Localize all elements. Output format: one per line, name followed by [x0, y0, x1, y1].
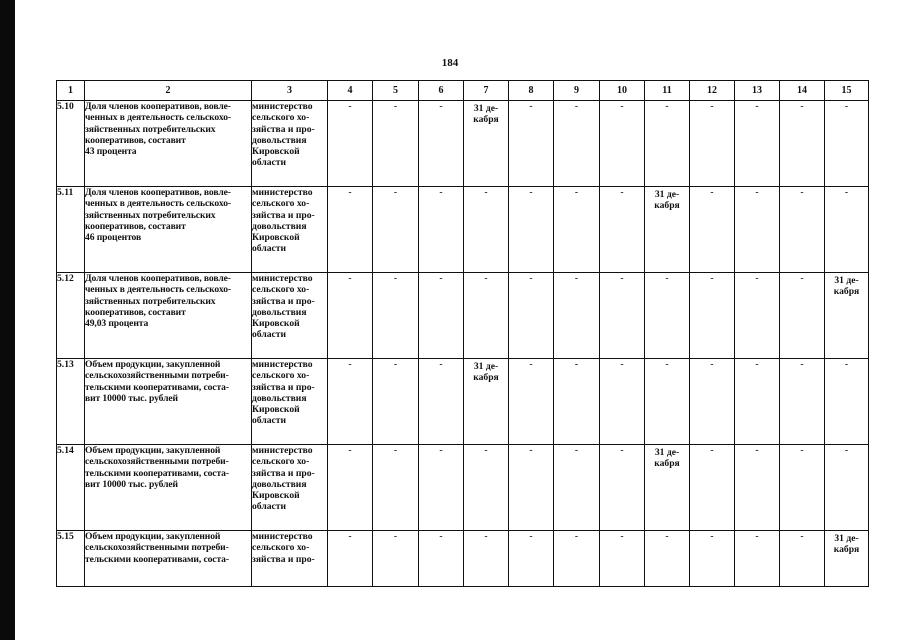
empty-mark-cell: [328, 359, 373, 445]
row-number: 5.10: [57, 101, 85, 187]
empty-mark-cell: [509, 359, 554, 445]
column-header: 9: [554, 81, 600, 101]
dash-mark: -: [620, 531, 624, 542]
organization-line: области: [252, 157, 287, 169]
organization-line: довольствия: [252, 478, 307, 490]
row-number: 5.11: [57, 187, 85, 273]
empty-mark-cell: [554, 101, 600, 187]
dash-mark: -: [393, 359, 398, 370]
description-line: 49,03 процента: [85, 318, 149, 330]
column-header: 2: [85, 81, 252, 101]
dash-mark: -: [574, 101, 579, 112]
dash-mark: -: [529, 531, 533, 542]
empty-mark-cell: [780, 359, 825, 445]
organization-line: области: [252, 329, 287, 341]
organization-line: зяйства и про-: [252, 467, 315, 479]
description-line: зяйственных потребительских: [85, 295, 216, 307]
empty-mark-cell: [780, 531, 825, 587]
empty-mark-cell: [509, 101, 554, 187]
dash-mark: -: [710, 445, 714, 456]
column-header: 8: [509, 81, 554, 101]
empty-mark-cell: [554, 273, 600, 359]
empty-mark-cell: [825, 359, 869, 445]
dash-mark: -: [439, 101, 443, 112]
column-header: 1: [57, 81, 85, 101]
dash-mark: -: [800, 531, 804, 542]
organization-line: министерство: [252, 273, 313, 284]
responsible-organization: [252, 187, 328, 273]
dash-mark: -: [710, 273, 714, 284]
organization-line: области: [252, 243, 287, 255]
description-line: Доля членов кооперативов, вовле-: [85, 273, 231, 284]
description-line: кооперативов, составит: [85, 306, 186, 318]
organization-line: министерство: [252, 101, 313, 112]
column-header: 13: [735, 81, 780, 101]
empty-mark-cell: [373, 531, 419, 587]
description-line: зяйственных потребительских: [85, 209, 216, 221]
empty-mark-cell: [373, 187, 419, 273]
dash-mark: -: [574, 187, 579, 198]
dash-mark: -: [484, 445, 488, 456]
organization-line: Кировской: [252, 404, 300, 416]
dash-mark: -: [755, 531, 759, 542]
description-line: тельскими кооперативами, соста-: [85, 467, 229, 479]
deadline-cell: [464, 359, 509, 445]
dash-mark: -: [710, 187, 714, 198]
empty-mark-cell: [419, 531, 464, 587]
measure-description: [85, 187, 252, 273]
row-number: 5.14: [57, 445, 85, 531]
dash-mark: -: [800, 101, 804, 112]
column-header: 5: [373, 81, 419, 101]
measures-table: [56, 80, 869, 587]
description-line: ченных в деятельность сельскохо-: [85, 112, 232, 124]
description-line: Объем продукции, закупленной: [85, 531, 221, 542]
dash-mark: -: [755, 101, 759, 112]
deadline-line: 31 де-: [473, 103, 499, 114]
description-line: ченных в деятельность сельскохо-: [85, 198, 232, 210]
dash-mark: -: [755, 187, 759, 198]
description-line: ченных в деятельность сельскохо-: [85, 284, 232, 296]
empty-mark-cell: [645, 273, 690, 359]
deadline-line: кабря: [473, 372, 499, 384]
dash-mark: -: [620, 187, 624, 198]
empty-mark-cell: [780, 187, 825, 273]
empty-mark-cell: [464, 445, 509, 531]
organization-line: министерство: [252, 359, 313, 370]
description-line: кооперативов, составит: [85, 220, 186, 232]
empty-mark-cell: [419, 445, 464, 531]
dash-mark: -: [529, 187, 533, 198]
dash-mark: -: [393, 101, 398, 112]
measure-description: [85, 101, 252, 187]
description-line: Доля членов кооперативов, вовле-: [85, 187, 231, 198]
description-line: Объем продукции, закупленной: [85, 359, 221, 370]
organization-line: области: [252, 501, 287, 513]
deadline-line: 31 де-: [654, 189, 680, 200]
deadline-line: кабря: [833, 286, 860, 298]
empty-mark-cell: [554, 531, 600, 587]
empty-mark-cell: [690, 187, 735, 273]
organization-line: Кировской: [252, 146, 300, 158]
empty-mark-cell: [600, 531, 645, 587]
column-header: 7: [464, 81, 509, 101]
dash-mark: -: [710, 531, 714, 542]
empty-mark-cell: [690, 445, 735, 531]
empty-mark-cell: [419, 187, 464, 273]
empty-mark-cell: [373, 445, 419, 531]
empty-mark-cell: [690, 531, 735, 587]
table-row: [57, 359, 869, 445]
table-row: [57, 531, 869, 587]
row-number: 5.12: [57, 273, 85, 359]
organization-line: довольствия: [252, 306, 307, 318]
organization-line: сельского хо-: [252, 370, 310, 382]
organization-line: зяйства и про-: [252, 123, 315, 135]
dash-mark: -: [439, 187, 443, 198]
empty-mark-cell: [373, 273, 419, 359]
deadline-cell: [464, 101, 509, 187]
deadline-line: кабря: [654, 458, 680, 470]
empty-mark-cell: [690, 101, 735, 187]
dash-mark: -: [620, 101, 624, 112]
dash-mark: -: [800, 187, 804, 198]
empty-mark-cell: [328, 187, 373, 273]
description-line: Доля членов кооперативов, вовле-: [85, 101, 231, 112]
dash-mark: -: [710, 359, 714, 370]
column-header: 3: [252, 81, 328, 101]
dash-mark: -: [393, 445, 398, 456]
empty-mark-cell: [464, 273, 509, 359]
empty-mark-cell: [645, 101, 690, 187]
organization-line: Кировской: [252, 232, 300, 244]
dash-mark: -: [665, 531, 669, 542]
dash-mark: -: [348, 445, 352, 456]
responsible-organization: [252, 359, 328, 445]
table-row: [57, 187, 869, 273]
dash-mark: -: [529, 359, 533, 370]
table-row: [57, 273, 869, 359]
empty-mark-cell: [554, 187, 600, 273]
deadline-line: 31 де-: [834, 533, 859, 544]
empty-mark-cell: [328, 445, 373, 531]
empty-mark-cell: [735, 445, 780, 531]
deadline-line: 31 де-: [473, 361, 499, 372]
deadline-line: кабря: [833, 544, 860, 556]
dash-mark: -: [529, 101, 533, 112]
dash-mark: -: [393, 531, 398, 542]
measure-description: [85, 359, 252, 445]
column-header: 14: [780, 81, 825, 101]
empty-mark-cell: [509, 445, 554, 531]
column-header: 10: [600, 81, 645, 101]
organization-line: довольствия: [252, 220, 307, 232]
deadline-line: кабря: [654, 200, 680, 212]
empty-mark-cell: [735, 101, 780, 187]
empty-mark-cell: [509, 531, 554, 587]
description-line: тельскими кооперативами, соста-: [85, 553, 229, 565]
table-body: [57, 101, 869, 587]
dash-mark: -: [484, 531, 488, 542]
responsible-organization: [252, 273, 328, 359]
dash-mark: -: [844, 359, 849, 370]
deadline-line: 31 де-: [834, 275, 859, 286]
table-row: [57, 101, 869, 187]
dash-mark: -: [574, 359, 579, 370]
empty-mark-cell: [464, 187, 509, 273]
empty-mark-cell: [600, 101, 645, 187]
organization-line: зяйства и про-: [252, 295, 315, 307]
deadline-line: кабря: [473, 114, 499, 126]
dash-mark: -: [484, 187, 488, 198]
empty-mark-cell: [735, 273, 780, 359]
organization-line: сельского хо-: [252, 456, 310, 468]
organization-line: зяйства и про-: [252, 381, 315, 393]
dash-mark: -: [800, 445, 804, 456]
empty-mark-cell: [600, 359, 645, 445]
scan-border: [0, 0, 15, 640]
organization-line: сельского хо-: [252, 542, 310, 554]
empty-mark-cell: [328, 101, 373, 187]
empty-mark-cell: [373, 359, 419, 445]
organization-line: области: [252, 415, 287, 427]
dash-mark: -: [439, 445, 443, 456]
description-line: вит 10000 тыс. рублей: [85, 478, 178, 490]
deadline-cell: [825, 273, 869, 359]
column-header: 4: [328, 81, 373, 101]
deadline-cell: [645, 445, 690, 531]
empty-mark-cell: [419, 101, 464, 187]
organization-line: Кировской: [252, 318, 300, 330]
dash-mark: -: [620, 273, 624, 284]
empty-mark-cell: [554, 359, 600, 445]
empty-mark-cell: [600, 445, 645, 531]
empty-mark-cell: [780, 445, 825, 531]
dash-mark: -: [710, 101, 714, 112]
dash-mark: -: [844, 445, 849, 456]
column-header: 15: [825, 81, 869, 101]
organization-line: министерство: [252, 445, 313, 456]
empty-mark-cell: [780, 273, 825, 359]
dash-mark: -: [484, 273, 488, 284]
empty-mark-cell: [419, 359, 464, 445]
deadline-cell: [825, 531, 869, 587]
responsible-organization: [252, 531, 328, 587]
dash-mark: -: [574, 531, 579, 542]
dash-mark: -: [348, 531, 352, 542]
empty-mark-cell: [554, 445, 600, 531]
empty-mark-cell: [645, 359, 690, 445]
organization-line: Кировской: [252, 490, 300, 502]
dash-mark: -: [800, 273, 804, 284]
dash-mark: -: [755, 273, 759, 284]
description-line: сельскохозяйственными потреби-: [85, 456, 229, 468]
dash-mark: -: [665, 359, 669, 370]
organization-line: довольствия: [252, 392, 307, 404]
responsible-organization: [252, 445, 328, 531]
dash-mark: -: [393, 187, 398, 198]
empty-mark-cell: [645, 531, 690, 587]
organization-line: довольствия: [252, 134, 307, 146]
description-line: вит 10000 тыс. рублей: [85, 392, 178, 404]
empty-mark-cell: [825, 101, 869, 187]
organization-line: зяйства и про-: [252, 553, 315, 565]
dash-mark: -: [348, 359, 352, 370]
empty-mark-cell: [509, 187, 554, 273]
empty-mark-cell: [328, 531, 373, 587]
deadline-cell: [645, 187, 690, 273]
column-header: 6: [419, 81, 464, 101]
empty-mark-cell: [509, 273, 554, 359]
organization-line: министерство: [252, 531, 313, 542]
header-row: [57, 81, 869, 101]
measure-description: [85, 273, 252, 359]
empty-mark-cell: [328, 273, 373, 359]
description-line: кооперативов, составит: [85, 134, 186, 146]
row-number: 5.15: [57, 531, 85, 587]
description-line: 46 процентов: [85, 232, 142, 244]
responsible-organization: [252, 101, 328, 187]
empty-mark-cell: [600, 187, 645, 273]
measure-description: [85, 531, 252, 587]
dash-mark: -: [620, 445, 624, 456]
dash-mark: -: [620, 359, 624, 370]
dash-mark: -: [348, 101, 352, 112]
description-line: Объем продукции, закупленной: [85, 445, 221, 456]
description-line: сельскохозяйственными потреби-: [85, 542, 229, 554]
empty-mark-cell: [600, 273, 645, 359]
empty-mark-cell: [419, 273, 464, 359]
description-line: зяйственных потребительских: [85, 123, 216, 135]
empty-mark-cell: [690, 273, 735, 359]
dash-mark: -: [574, 273, 579, 284]
dash-mark: -: [439, 273, 443, 284]
column-header: 12: [690, 81, 735, 101]
dash-mark: -: [755, 359, 759, 370]
dash-mark: -: [439, 359, 443, 370]
empty-mark-cell: [373, 101, 419, 187]
description-line: тельскими кооперативами, соста-: [85, 381, 229, 393]
dash-mark: -: [574, 445, 579, 456]
dash-mark: -: [755, 445, 759, 456]
empty-mark-cell: [825, 445, 869, 531]
table-row: [57, 445, 869, 531]
dash-mark: -: [348, 273, 352, 284]
dash-mark: -: [844, 187, 849, 198]
empty-mark-cell: [735, 531, 780, 587]
dash-mark: -: [439, 531, 443, 542]
empty-mark-cell: [780, 101, 825, 187]
page-number: 184: [441, 57, 459, 69]
organization-line: сельского хо-: [252, 112, 310, 124]
organization-line: сельского хо-: [252, 198, 310, 210]
description-line: 43 процента: [85, 146, 137, 158]
organization-line: сельского хо-: [252, 284, 310, 296]
dash-mark: -: [529, 273, 533, 284]
measure-description: [85, 445, 252, 531]
description-line: сельскохозяйственными потреби-: [85, 370, 229, 382]
column-header: 11: [645, 81, 690, 101]
organization-line: зяйства и про-: [252, 209, 315, 221]
empty-mark-cell: [825, 187, 869, 273]
dash-mark: -: [348, 187, 352, 198]
empty-mark-cell: [735, 187, 780, 273]
deadline-line: 31 де-: [654, 447, 680, 458]
dash-mark: -: [529, 445, 533, 456]
dash-mark: -: [393, 273, 398, 284]
organization-line: министерство: [252, 187, 313, 198]
empty-mark-cell: [735, 359, 780, 445]
dash-mark: -: [665, 101, 669, 112]
row-number: 5.13: [57, 359, 85, 445]
empty-mark-cell: [690, 359, 735, 445]
empty-mark-cell: [464, 531, 509, 587]
dash-mark: -: [800, 359, 804, 370]
dash-mark: -: [844, 101, 849, 112]
dash-mark: -: [665, 273, 669, 284]
